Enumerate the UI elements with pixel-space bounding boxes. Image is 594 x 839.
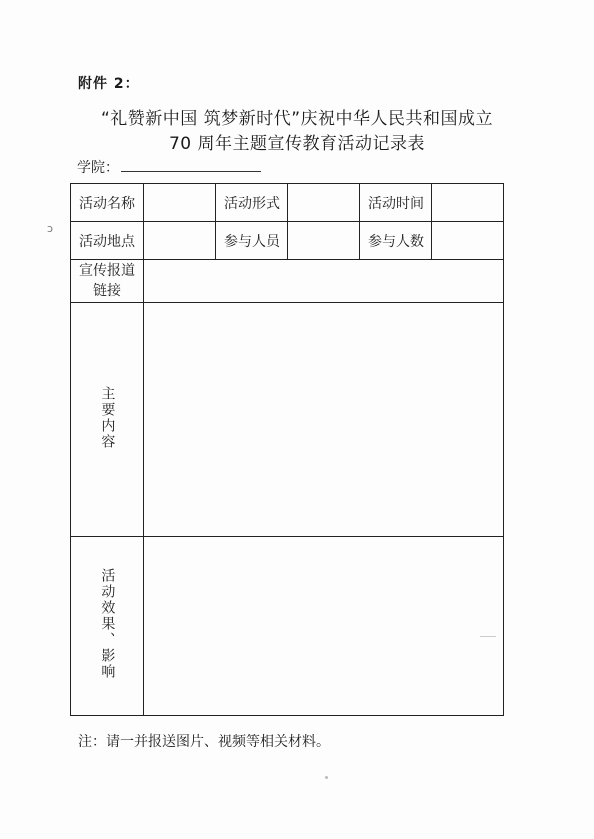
- activity-name-label: 活动名称: [71, 184, 144, 222]
- attachment-label: 附件 2：: [78, 76, 140, 92]
- document-title-line-1: “礼赞新中国 筑梦新时代”庆祝中华人民共和国成立: [100, 109, 494, 129]
- main-content-label: 主要内容: [99, 385, 116, 450]
- report-link-label-line-2: 链接: [93, 283, 121, 299]
- scan-artifact-dot: [325, 776, 328, 779]
- participants-label: 参与人员: [216, 222, 288, 260]
- college-fill-line[interactable]: [121, 171, 261, 172]
- table-row: [71, 303, 504, 537]
- report-link-label: [71, 260, 144, 303]
- report-link-label-line-1: 宣传报道: [79, 263, 135, 279]
- participants-cell[interactable]: [288, 222, 360, 260]
- table-row: [71, 184, 504, 222]
- activity-place-label: 活动地点: [71, 222, 144, 260]
- activity-form-cell[interactable]: [288, 184, 360, 222]
- activity-name-cell[interactable]: [144, 184, 216, 222]
- table-row: [71, 260, 504, 303]
- footnote: 注：请一并报送图片、视频等相关材料。: [78, 734, 330, 750]
- participant-count-label: 参与人数: [360, 222, 432, 260]
- activity-effect-label: 活动效果、影响: [99, 568, 116, 680]
- activity-time-cell[interactable]: [432, 184, 504, 222]
- activity-effect-label-cell: [71, 537, 144, 716]
- activity-form-label: 活动形式: [216, 184, 288, 222]
- document-title-line-2: 70 周年主题宣传教育活动记录表: [168, 134, 426, 154]
- main-content-cell[interactable]: [144, 303, 504, 537]
- table-row: [71, 222, 504, 260]
- activity-time-label: 活动时间: [360, 184, 432, 222]
- activity-record-table: [70, 183, 504, 716]
- activity-effect-cell[interactable]: [144, 537, 504, 716]
- participant-count-cell[interactable]: [432, 222, 504, 260]
- report-link-cell[interactable]: [144, 260, 504, 303]
- college-label: 学院：: [77, 160, 119, 176]
- main-content-label-cell: [71, 303, 144, 537]
- scan-mark: ɔ: [47, 222, 54, 235]
- activity-place-cell[interactable]: [144, 222, 216, 260]
- table-row: [71, 537, 504, 716]
